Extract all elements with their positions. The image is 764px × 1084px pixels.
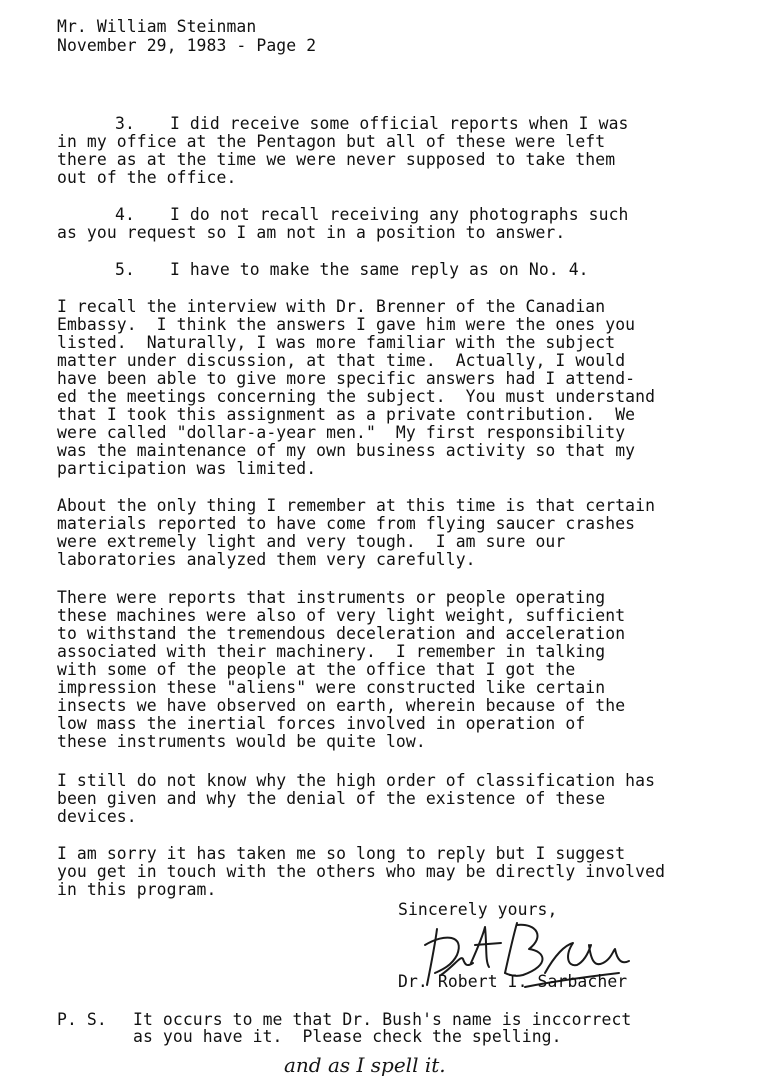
paragraph-line: been given and why the denial of the existence of these <box>57 789 606 808</box>
paragraph-line: I recall the interview with Dr. Brenner of the Canadian <box>57 297 606 316</box>
paragraph-line: matter under discussion, at that time. Actually, I would <box>57 351 626 370</box>
paragraph-line: ed the meetings concerning the subject. You must understand <box>57 387 656 406</box>
paragraph-line: devices. <box>57 807 137 826</box>
paragraph-line: was the maintenance of my own business activity so that my <box>57 441 636 460</box>
item-3-number: 3. <box>115 114 135 133</box>
paragraph-line: you get in touch with the others who may be directly involved <box>57 862 666 881</box>
paragraph-line: I am sorry it has taken me so long to reply but I suggest <box>57 844 626 863</box>
paragraph-line: associated with their machinery. I remember in talking <box>57 642 606 661</box>
item-4-line: as you request so I am not in a position to answer. <box>57 223 566 242</box>
item-3-line: there as at the time we were never supposed to take them <box>57 150 616 169</box>
paragraph-line: have been able to give more specific answers had I attend- <box>57 369 636 388</box>
paragraph-line: with some of the people at the office that I got the <box>57 660 576 679</box>
paragraph-line: impression these "aliens" were constructed like certain <box>57 678 606 697</box>
paragraph-line: these machines were also of very light weight, sufficient <box>57 606 626 625</box>
item-5-number: 5. <box>115 260 135 279</box>
item-3-line: out of the office. <box>57 168 237 187</box>
paragraph-line: There were reports that instruments or people operating <box>57 588 606 607</box>
letter-date-page: November 29, 1983 - Page 2 <box>57 36 317 55</box>
paragraph-line: were extremely light and very tough. I am sure our <box>57 532 566 551</box>
paragraph-line: participation was limited. <box>57 459 317 478</box>
item-3-line: in my office at the Pentagon but all of these were left <box>57 132 606 151</box>
signer-name: Dr. Robert I. Sarbacher <box>398 972 628 991</box>
item-3-first-line: I did receive some official reports when I was <box>170 114 629 133</box>
letter-recipient: Mr. William Steinman <box>57 17 257 36</box>
paragraph-line: these instruments would be quite low. <box>57 732 426 751</box>
paragraph-line: to withstand the tremendous deceleration and acceleration <box>57 624 626 643</box>
paragraph-line: materials reported to have come from flying saucer crashes <box>57 514 636 533</box>
paragraph-line: listed. Naturally, I was more familiar with the subject <box>57 333 616 352</box>
item-4-first-line: I do not recall receiving any photographs such <box>170 205 629 224</box>
paragraph-line: low mass the inertial forces involved in operation of <box>57 714 586 733</box>
ps-line: as you have it. Please check the spelling. <box>133 1027 562 1046</box>
paragraph-line: in this program. <box>57 880 217 899</box>
paragraph-line: were called "dollar-a-year men." My first responsibility <box>57 423 626 442</box>
item-4-number: 4. <box>115 205 135 224</box>
item-5-first-line: I have to make the same reply as on No. 4. <box>170 260 589 279</box>
paragraph-line: laboratories analyzed them very carefully. <box>57 550 476 569</box>
closing-salutation: Sincerely yours, <box>398 900 558 919</box>
paragraph-line: About the only thing I remember at this time is that certain <box>57 496 656 515</box>
ps-line: It occurs to me that Dr. Bush's name is inccorrect <box>133 1010 632 1029</box>
handwritten-note: and as I spell it. <box>284 1053 446 1077</box>
paragraph-line: that I took this assignment as a private contribution. We <box>57 405 636 424</box>
ps-label: P. S. <box>57 1010 107 1029</box>
paragraph-line: I still do not know why the high order of classification has <box>57 771 656 790</box>
paragraph-line: insects we have observed on earth, wherein because of the <box>57 696 626 715</box>
paragraph-line: Embassy. I think the answers I gave him were the ones you <box>57 315 636 334</box>
